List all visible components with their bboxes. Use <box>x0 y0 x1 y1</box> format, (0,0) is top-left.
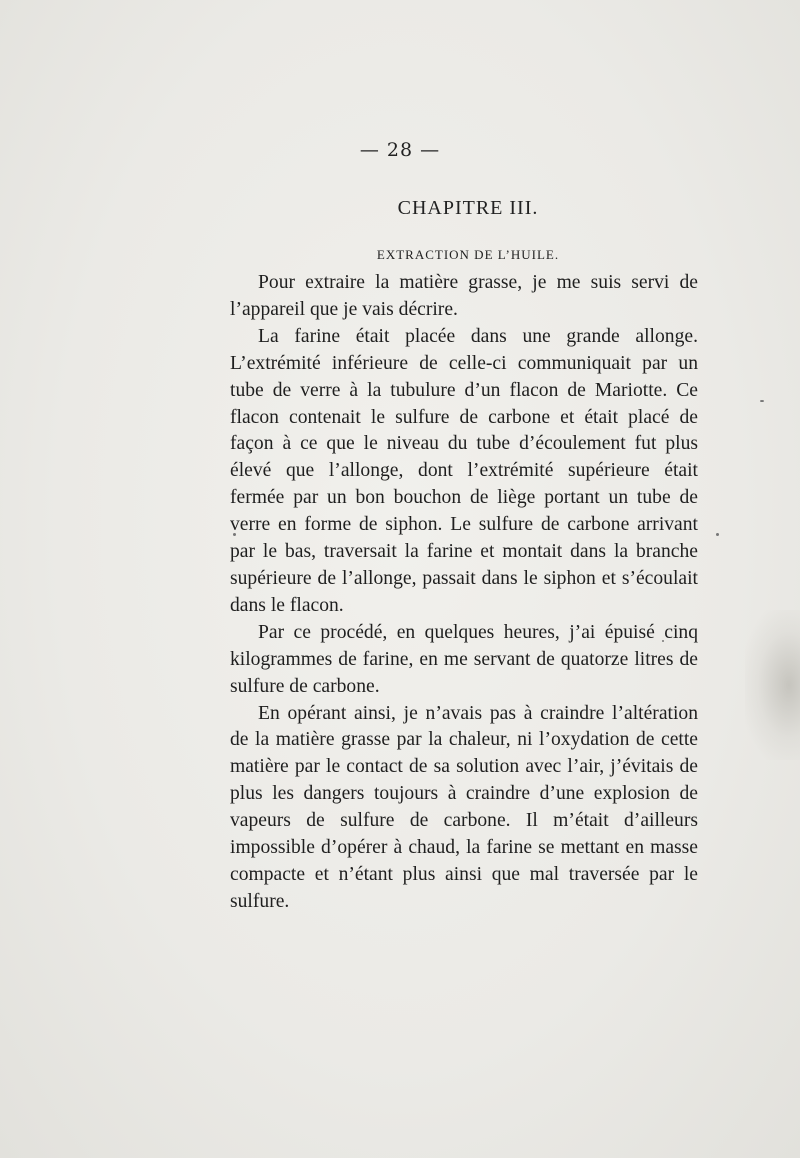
section-title: EXTRACTION DE L’HUILE. <box>376 247 560 262</box>
paragraph: En opérant ainsi, je n’avais pas à craindre l’altération de la matière grasse par la chaleur, ni l’oxydation de cette matière par le contact de sa solution avec l’air, j’évitais de plus les dangers toujours à craindre d’une explosion de vapeurs de sulfure de carbone. Il m’était d’ailleurs impossible d’opérer à chaud, la farine se mettant en masse compacte et n’étant plus ainsi que mal traversée par le sulfure. <box>230 702 698 912</box>
body-text <box>230 270 698 916</box>
chapter-title: CHAPITRE III. <box>397 197 539 219</box>
page-number: — 28 — <box>359 139 441 161</box>
ink-speck <box>760 400 764 402</box>
paragraph: La farine était placée dans une grande allonge. L’extrémité inférieure de celle-ci communiquait par un tube de verre à la tubulure d’un flacon de Mariotte. Ce flacon contenait le sulfure de carbone et était placé de façon à ce que le niveau du tube d’écoulement fut plus élevé que l’allonge, dont l’extrémité supérieure était fermée par un bon bouchon de liège portant un tube de verre en forme de siphon. Le sulfure de carbone arrivant par le bas, traversait la farine et montait dans la branche supérieure de l’allonge, passait dans le siphon et s’écoulait dans le flacon. <box>230 325 698 616</box>
ink-speck <box>716 533 719 536</box>
paragraph: Par ce procédé, en quelques heures, j’ai épuisé cinq kilogrammes de farine, en me servant de quatorze litres de sulfure de carbone. <box>230 621 698 697</box>
paragraph: Pour extraire la matière grasse, je me suis servi de l’appareil que je vais décrire. <box>230 272 698 320</box>
page-stain <box>745 610 800 760</box>
